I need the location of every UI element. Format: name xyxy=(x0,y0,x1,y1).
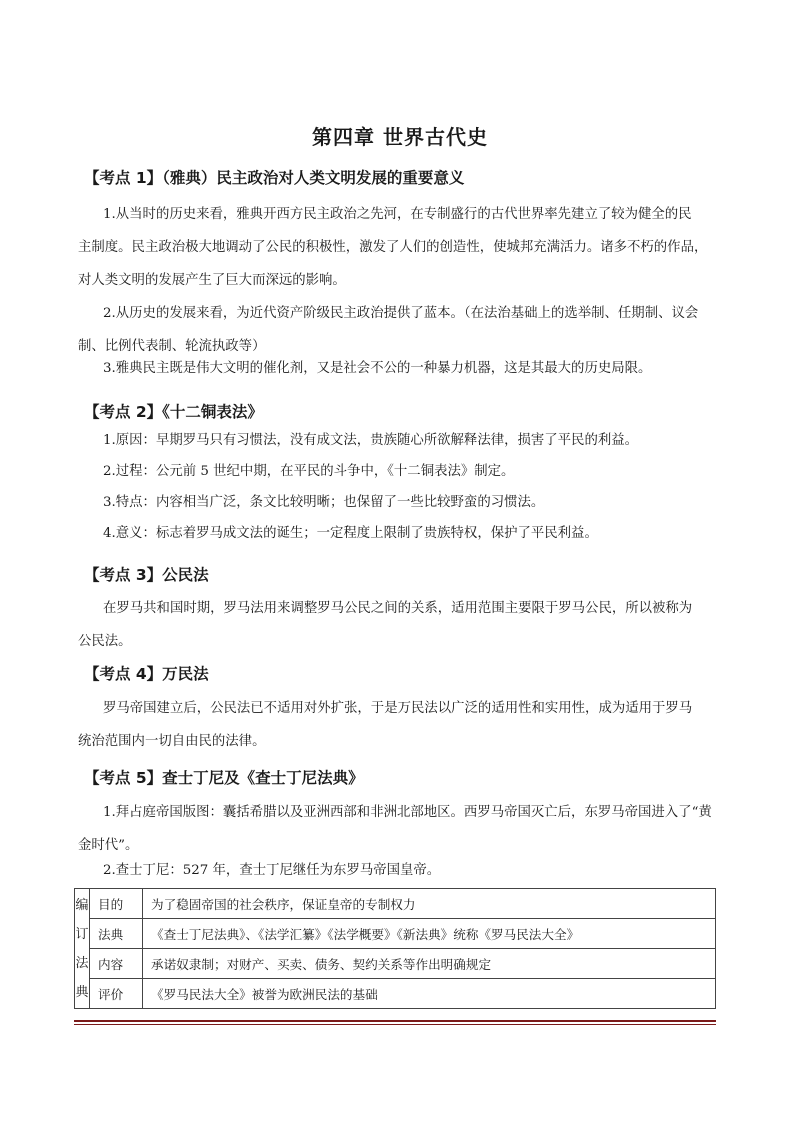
paragraph-line: 1.原因：早期罗马只有习惯法，没有成文法，贵族随心所欲解释法律，损害了平民的利益。 xyxy=(103,433,639,448)
table-cell-value: 承诺奴隶制；对财产、买卖、债务、契约关系等作出明确规定 xyxy=(143,949,716,979)
table-cell-label: 内容 xyxy=(90,949,143,979)
table-row xyxy=(75,979,716,1009)
table-cell-value: 《罗马民法大全》被誉为欧洲民法的基础 xyxy=(143,979,716,1009)
paragraph-5-1 xyxy=(78,796,718,862)
paragraph-2-3 xyxy=(78,486,718,519)
paragraph-line: 3.特点：内容相当广泛，条文比较明晰；也保留了一些比较野蛮的习惯法。 xyxy=(103,495,545,510)
paragraph-line: 制、比例代表制、轮流执政等） xyxy=(78,339,266,354)
table-cell-value: 《查士丁尼法典》、《法学汇纂》《法学概要》《新法典》统称《罗马民法大全》 xyxy=(143,919,716,949)
paragraph-line: 主制度。民主政治极大地调动了公民的积极性，激发了人们的创造性，使城邦充满活力。诸多不朽的作品， xyxy=(78,240,708,255)
table-cell-value: 为了稳固帝国的社会秩序，保证皇帝的专制权力 xyxy=(143,889,716,919)
paragraph-1-3 xyxy=(78,352,718,385)
paragraph-2-1 xyxy=(78,424,718,457)
paragraph-line: 3.雅典民主既是伟大文明的催化剂，又是社会不公的一种暴力机器，这是其最大的历史局限。 xyxy=(103,361,652,376)
section-heading-1: 【考点 1】（雅典）民主政治对人类文明发展的重要意义 xyxy=(84,169,465,187)
table-cell-label: 目的 xyxy=(90,889,143,919)
side-char: 编 xyxy=(75,897,89,913)
chapter-title: 第四章 世界古代史 xyxy=(312,125,488,149)
paragraph-1-1 xyxy=(78,198,718,297)
paragraph-line: 公民法。 xyxy=(78,634,132,649)
paragraph-line: 2.过程：公元前 5 世纪中期，在平民的斗争中，《十二铜表法》制定。 xyxy=(103,464,515,479)
codification-table xyxy=(74,888,716,1009)
paragraph-5-2 xyxy=(78,854,718,887)
paragraph-line: 罗马帝国建立后，公民法已不适用对外扩张，于是万民法以广泛的适用性和实用性，成为适用于罗马 xyxy=(103,701,693,716)
table-cell-label: 评价 xyxy=(90,979,143,1009)
table-row xyxy=(75,919,716,949)
table-row xyxy=(75,889,716,919)
paragraph-line: 2.从历史的发展来看，为近代资产阶级民主政治提供了蓝本。（在法治基础上的选举制、任期制、议会 xyxy=(103,306,699,321)
paragraph-4-1 xyxy=(78,692,718,758)
paragraph-2-4 xyxy=(78,517,718,550)
section-heading-4: 【考点 4】万民法 xyxy=(84,665,209,683)
side-char: 订 xyxy=(75,926,89,942)
footer-divider xyxy=(74,1020,716,1025)
paragraph-line: 4.意义：标志着罗马成文法的诞生；一定程度上限制了贵族特权，保护了平民利益。 xyxy=(103,526,598,541)
table-side-label xyxy=(75,889,90,1009)
side-char: 法 xyxy=(75,955,89,971)
paragraph-line: 1.拜占庭帝国版图：囊括希腊以及亚洲西部和非洲北部地区。西罗马帝国灭亡后，东罗马帝国进入了“黄 xyxy=(103,805,712,820)
paragraph-line: 1.从当时的历史来看，雅典开西方民主政治之先河，在专制盛行的古代世界率先建立了较为健全的民 xyxy=(103,207,692,222)
paragraph-line: 2.查士丁尼：527 年，查士丁尼继任为东罗马帝国皇帝。 xyxy=(103,863,441,878)
paragraph-line: 金时代”。 xyxy=(78,838,139,853)
section-heading-2: 【考点 2】《十二铜表法》 xyxy=(84,403,263,421)
table-cell-label: 法典 xyxy=(90,919,143,949)
section-heading-3: 【考点 3】公民法 xyxy=(84,566,209,584)
side-char: 典 xyxy=(75,984,89,1000)
paragraph-3-1 xyxy=(78,592,718,658)
paragraph-line: 统治范围内一切自由民的法律。 xyxy=(78,734,266,749)
paragraph-line: 在罗马共和国时期，罗马法用来调整罗马公民之间的关系，适用范围主要限于罗马公民，所以被称为 xyxy=(103,601,693,616)
paragraph-2-2 xyxy=(78,455,718,488)
section-heading-5: 【考点 5】查士丁尼及《查士丁尼法典》 xyxy=(84,769,364,787)
table-row xyxy=(75,949,716,979)
paragraph-line: 对人类文明的发展产生了巨大而深远的影响。 xyxy=(78,273,346,288)
